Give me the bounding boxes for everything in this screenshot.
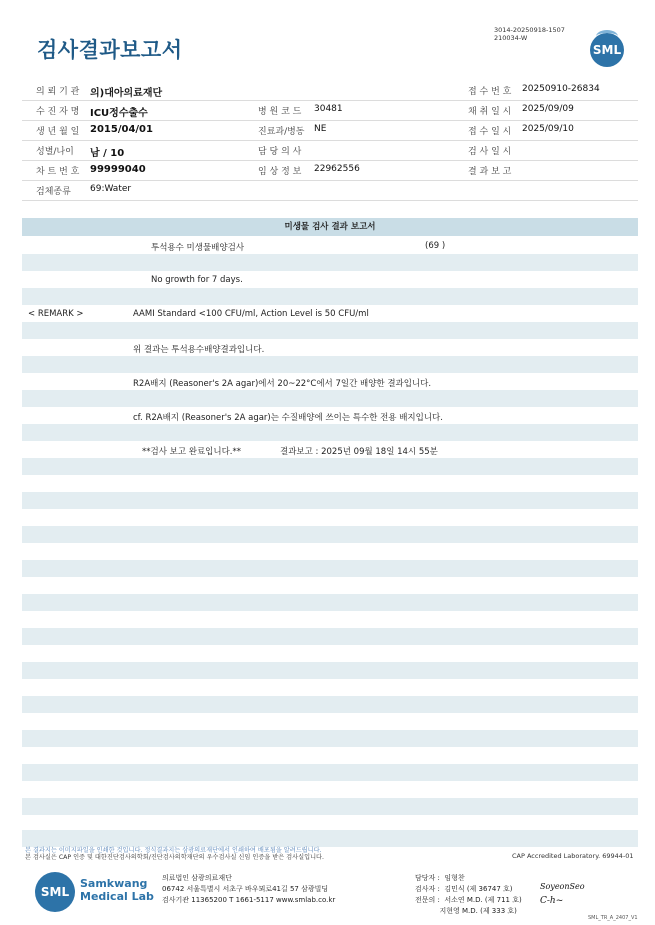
document-id bbox=[494, 27, 565, 42]
sml-logo-icon: SML bbox=[35, 872, 75, 912]
remark-r2a-note: cf. R2A배지 (Reasoner's 2A agar)는 수질배양에 쓰이는 특수한 전용 배지입니다. bbox=[133, 413, 443, 423]
chart-no-value: 99999040 bbox=[90, 164, 146, 175]
staff-block bbox=[415, 873, 522, 917]
collect-date-value: 2025/09/09 bbox=[522, 104, 574, 114]
stripe-row bbox=[22, 628, 638, 645]
stripe-row bbox=[22, 696, 638, 713]
stripe-row bbox=[22, 526, 638, 543]
info-row-3 bbox=[22, 120, 638, 141]
sex-age-value: 남 / 10 bbox=[90, 148, 125, 159]
stripe-row bbox=[22, 560, 638, 577]
stripe-row bbox=[22, 254, 638, 271]
birth-label: 생 년 월 일 bbox=[36, 127, 80, 137]
stripe-row bbox=[22, 764, 638, 781]
stripe-row bbox=[22, 594, 638, 611]
requester-label: 의 뢰 기 관 bbox=[36, 87, 80, 97]
growth-result: No growth for 7 days. bbox=[151, 275, 243, 285]
receipt-no-label: 접 수 번 호 bbox=[468, 87, 512, 97]
form-id: SML_TR_A_2407_V1 bbox=[588, 915, 638, 921]
print-notice: 본 결과지는 이미지파일을 인쇄한 것입니다. 정식결과지는 삼광의료재단에서 인쇄하여 배포됨을 알려드립니다. bbox=[25, 847, 322, 854]
stripe-row bbox=[22, 356, 638, 373]
stripe-row bbox=[22, 492, 638, 509]
collect-date-label: 채 취 일 시 bbox=[468, 107, 512, 117]
stripe-row bbox=[22, 288, 638, 305]
chart-no-label: 차 트 번 호 bbox=[36, 167, 80, 177]
specimen-label: 검체종류 bbox=[36, 187, 71, 197]
document-id-line1: 3014-20250918-1507 bbox=[494, 26, 565, 34]
sex-age-label: 성별/나이 bbox=[36, 147, 74, 157]
page-title: 검사결과보고서 bbox=[37, 38, 183, 62]
remark-r2a-culture: R2A배지 (Reasoner's 2A agar)에서 20~22°C에서 7일간 배양한 결과입니다. bbox=[133, 379, 432, 389]
remark-label: < REMARK > bbox=[28, 309, 84, 319]
report-time: 결과보고 : 2025년 09월 18일 14시 55분 bbox=[280, 447, 438, 457]
receipt-date-value: 2025/09/10 bbox=[522, 124, 574, 134]
remark-aami: AAMI Standard <100 CFU/ml, Action Level is 50 CFU/ml bbox=[133, 309, 369, 319]
specimen-value: 69:Water bbox=[90, 184, 132, 194]
stripe-row bbox=[22, 424, 638, 441]
staff-specialist-1: 전문의 : 서소연 M.D. (제 711 호) bbox=[415, 896, 522, 904]
cap-accreditation: CAP Accredited Laboratory. 69944-01 bbox=[512, 852, 634, 860]
sml-logo-icon: SML bbox=[590, 33, 624, 67]
receipt-date-label: 접 수 일 시 bbox=[468, 127, 512, 137]
test-date-label: 검 사 일 시 bbox=[468, 147, 512, 157]
info-row-1 bbox=[22, 80, 638, 101]
birth-value: 2015/04/01 bbox=[90, 124, 153, 135]
doctor-label: 담 당 의 사 bbox=[258, 147, 302, 157]
brand-name bbox=[80, 877, 154, 903]
info-row-2 bbox=[22, 100, 638, 121]
receipt-no-value: 20250910-26834 bbox=[522, 84, 600, 94]
report-label: 결 과 보 고 bbox=[468, 167, 512, 177]
dept-label: 진료과/병동 bbox=[258, 127, 305, 137]
clinical-info-label: 임 상 정 보 bbox=[258, 167, 302, 177]
stripe-row bbox=[22, 730, 638, 747]
lab-street: 06742 서울특별시 서초구 바우뫼로41길 57 삼광빌딩 bbox=[162, 885, 329, 893]
lab-name: 의료법인 삼광의료재단 bbox=[162, 874, 232, 882]
remark-dialysis: 위 결과는 투석용수배양결과입니다. bbox=[133, 345, 265, 355]
info-row-5 bbox=[22, 160, 638, 181]
clinical-info-value: 22962556 bbox=[314, 164, 360, 174]
lab-contact: 검사기관 11365200 T 1661-5117 www.smlab.co.kr bbox=[162, 896, 336, 904]
stripe-row bbox=[22, 322, 638, 339]
stripe-row bbox=[22, 390, 638, 407]
staff-specialist-2: 지현영 M.D. (제 333 호) bbox=[415, 907, 517, 915]
info-row-6 bbox=[22, 180, 638, 201]
test-name: 투석용수 미생물배양검사 bbox=[151, 243, 245, 253]
info-row-4 bbox=[22, 140, 638, 161]
staff-tester: 검사자 : 김민식 (제 36747 호) bbox=[415, 885, 513, 893]
hospital-code-label: 병 원 코 드 bbox=[258, 107, 302, 117]
results-heading: 미생물 검사 결과 보고서 bbox=[22, 218, 638, 236]
staff-manager: 담당자 : 임형찬 bbox=[415, 874, 465, 882]
stripe-row bbox=[22, 798, 638, 815]
dept-value: NE bbox=[314, 124, 327, 134]
requester-value: 의)대아의료재단 bbox=[90, 88, 163, 99]
stripe-row bbox=[22, 662, 638, 679]
brand-line2: Medical Lab bbox=[80, 890, 154, 903]
hospital-code-value: 30481 bbox=[314, 104, 343, 114]
subject-label: 수 진 자 명 bbox=[36, 107, 80, 117]
signature-1: SoyeonSeo bbox=[540, 882, 585, 891]
accreditation-notice: 본 검사실은 CAP 인증 및 대한진단검사의학회/진단검사의학재단의 우수검사실 신임 인증을 받은 검사실입니다. bbox=[25, 854, 324, 861]
signature-2: C-h~ bbox=[540, 896, 564, 906]
brand-line1: Samkwang bbox=[80, 877, 148, 890]
lab-address bbox=[162, 873, 335, 906]
report-complete: **검사 보고 완료입니다.** bbox=[142, 447, 242, 457]
test-code: (69 ) bbox=[425, 241, 446, 251]
document-id-line2: 210034-W bbox=[494, 33, 528, 42]
subject-value: ICU정수출수 bbox=[90, 108, 148, 119]
stripe-row bbox=[22, 458, 638, 475]
